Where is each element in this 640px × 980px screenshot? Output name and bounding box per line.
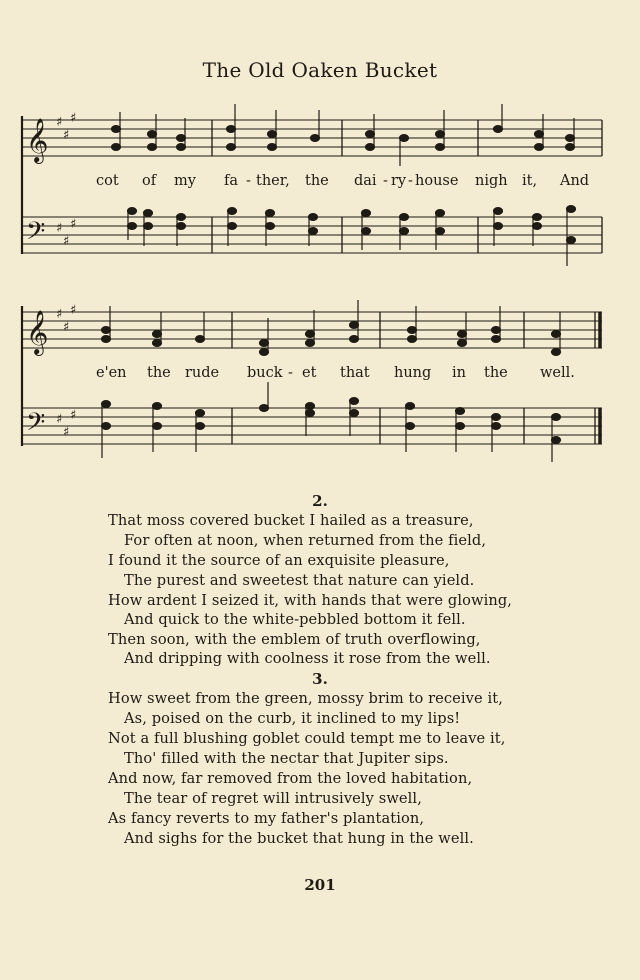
lyric-syllable: the — [305, 173, 329, 189]
lyric-syllable: dai — [354, 173, 377, 189]
lyric-syllable: house — [415, 173, 459, 189]
verse-line: The tear of regret will intrusively swell, — [124, 790, 422, 807]
svg-text:♯: ♯ — [56, 115, 63, 130]
lyric-syllable: e'en — [96, 365, 127, 381]
lyric-syllable: ry — [391, 173, 407, 189]
lyric-syllable: the — [147, 365, 171, 381]
song-title: The Old Oaken Bucket — [202, 58, 438, 82]
svg-text:♯: ♯ — [63, 320, 70, 335]
svg-text:♯: ♯ — [56, 307, 63, 322]
lyric-hyphen: - — [246, 173, 251, 189]
lyric-syllable: hung — [394, 365, 432, 381]
verse-line: As fancy reverts to my father's plantation, — [108, 810, 425, 827]
svg-text:♯: ♯ — [70, 111, 77, 126]
svg-text:♯: ♯ — [70, 408, 77, 423]
verse-line: And quick to the white-pebbled bottom it fell. — [124, 611, 466, 628]
lyric-syllable: buck — [247, 365, 283, 381]
lyric-syllable: of — [142, 173, 157, 189]
verse-line: Then soon, with the emblem of truth overflowing, — [108, 631, 481, 648]
svg-text:♯: ♯ — [70, 303, 77, 318]
lyric-syllable: et — [302, 365, 317, 381]
lyric-syllable: well. — [540, 365, 575, 381]
page-number: 201 — [304, 876, 336, 894]
lyric-hyphen: - — [383, 173, 388, 189]
verse-line: And now, far removed from the loved habitation, — [108, 770, 473, 787]
lyric-syllable: And — [560, 173, 590, 189]
svg-text:♯: ♯ — [63, 234, 70, 249]
svg-text:♯: ♯ — [56, 412, 63, 427]
svg-text:♯: ♯ — [56, 221, 63, 236]
lyric-hyphen: - — [408, 173, 413, 189]
verse-line: And dripping with coolness it rose from the well. — [124, 650, 491, 667]
verse-line: For often at noon, when returned from the field, — [124, 532, 487, 549]
verse-line: How ardent I seized it, with hands that were glowing, — [108, 592, 513, 609]
lyric-hyphen: - — [288, 365, 293, 381]
lyric-syllable: my — [174, 173, 196, 189]
verse-line: How sweet from the green, mossy brim to receive it, — [108, 690, 503, 707]
svg-text:𝄢: 𝄢 — [26, 217, 46, 252]
verse-line: Tho' filled with the nectar that Jupiter sips. — [124, 750, 449, 767]
verse-line: The purest and sweetest that nature can yield. — [124, 572, 475, 589]
verse-line: As, poised on the curb, it inclined to my lips! — [124, 710, 461, 727]
svg-text:𝄞: 𝄞 — [26, 118, 49, 162]
lyric-syllable: nigh — [475, 173, 508, 189]
lyric-syllable: that — [340, 365, 370, 381]
lyric-syllable: in — [452, 365, 466, 381]
lyric-syllable: the — [484, 365, 508, 381]
lyric-syllable: fa — [224, 173, 239, 189]
lyric-syllable: rude — [185, 365, 220, 381]
verse-line: I found it the source of an exquisite pleasure, — [108, 552, 450, 569]
verse-number: 2. — [312, 492, 328, 510]
verse-line: That moss covered bucket I hailed as a treasure, — [108, 512, 474, 529]
lyric-syllable: cot — [96, 173, 119, 189]
svg-text:𝄞: 𝄞 — [26, 310, 49, 354]
lyric-syllable: it, — [522, 173, 538, 189]
svg-text:♯: ♯ — [63, 128, 70, 143]
verse-line: And sighs for the bucket that hung in the well. — [124, 830, 474, 847]
svg-text:♯: ♯ — [63, 425, 70, 440]
svg-text:♯: ♯ — [70, 217, 77, 232]
lyric-syllable: ther, — [256, 173, 290, 189]
sheet-music — [0, 0, 640, 470]
verse-number: 3. — [312, 670, 328, 688]
verse-line: Not a full blushing goblet could tempt me to leave it, — [108, 730, 506, 747]
svg-text:𝄢: 𝄢 — [26, 408, 46, 443]
